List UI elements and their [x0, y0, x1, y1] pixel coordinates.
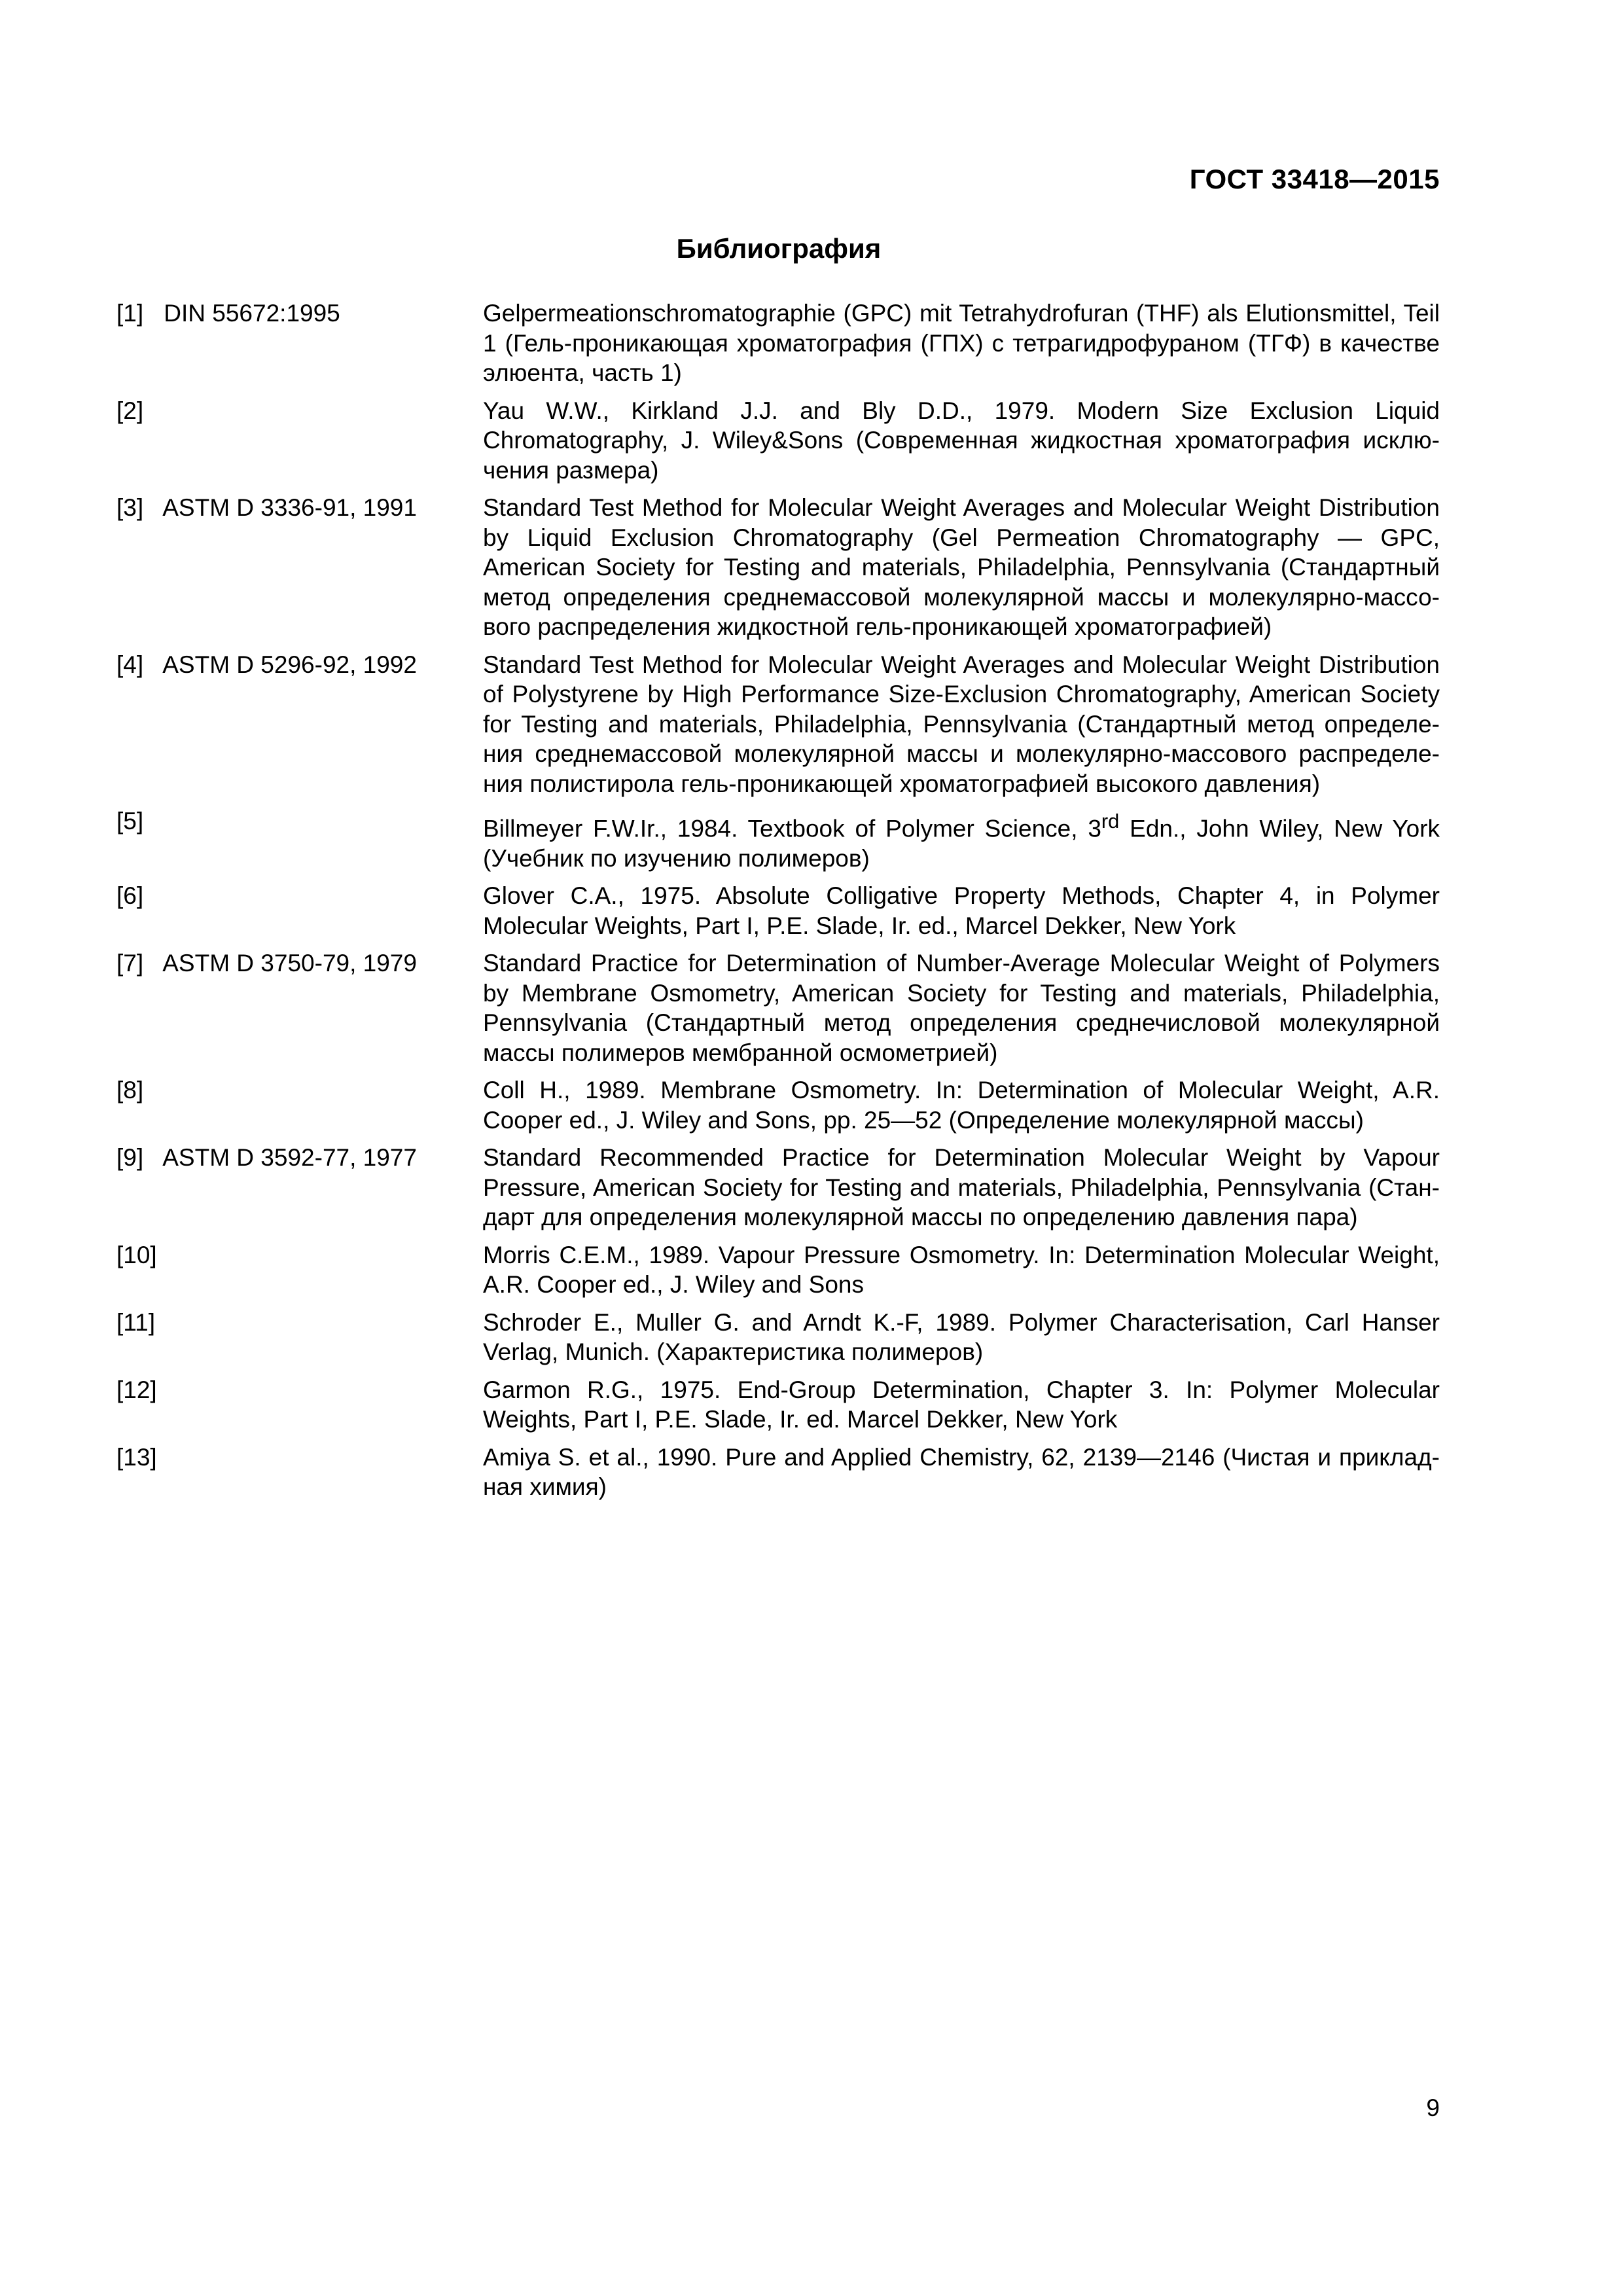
entry-reference	[116, 396, 483, 426]
page-number: 9	[1426, 2094, 1440, 2121]
bibliography-entry	[116, 1443, 1440, 1502]
entry-text: Schroder E., Muller G. and Arndt K.-F, 1989. Polymer Characterisation, Carl Hanser Verlag, Munich. (Характеристика полимеров)	[483, 1308, 1440, 1366]
entry-text: Glover C.A., 1975. Absolute Colligative Property Methods, Chapter 4, in Polymer Molecular Weights, Part I, P.E. Slade, Ir. ed., Marcel Dekker, New York	[483, 882, 1440, 939]
entry-reference	[116, 1240, 483, 1270]
entry-reference	[116, 1443, 483, 1473]
section-title: Библиография	[676, 233, 882, 264]
entry-text	[483, 806, 1440, 873]
bibliography-entry	[116, 493, 1440, 642]
entry-reference	[116, 650, 483, 680]
entry-text: Morris C.E.M., 1989. Vapour Pressure Osmometry. In: Determination Molecular Weight, A.R. Cooper ed., J. Wiley and Sons	[483, 1241, 1440, 1299]
ordinal-superscript: rd	[1101, 810, 1120, 833]
bibliography-entry	[116, 1375, 1440, 1435]
entry-reference	[116, 493, 483, 523]
bibliography-entry	[116, 1075, 1440, 1135]
entry-text-part: Billmeyer F.W.Ir., 1984. Textbook of Polymer Science, 3	[483, 815, 1101, 842]
entry-number: [12]	[116, 1376, 157, 1403]
entry-designation: ASTM D 3336-91, 1991	[162, 494, 417, 521]
entry-number: [11]	[116, 1308, 155, 1336]
entry-text: Garmon R.G., 1975. End-Group Determination, Chapter 3. In: Polymer Molecular Weights, Part I, P.E. Slade, Ir. ed. Marcel Dekker, New York	[483, 1376, 1440, 1433]
entry-number: [3]	[116, 494, 144, 521]
entry-text: Standard Practice for Determination of Number-Average Molecular Weight of Polymers by Membrane Osmometry, American Society for Testing and materials, Philadelphia, Pennsylvania (Стандартный метод определения среднечисловой молекулярной массы полимеров мембранной осмометрией)	[483, 950, 1440, 1066]
entry-designation: ASTM D 3592-77, 1977	[162, 1144, 417, 1172]
entry-text: Coll H., 1989. Membrane Osmometry. In: Determination of Molecular Weight, A.R. Cooper ed., J. Wiley and Sons, pp. 25—52 (Определение молекулярной массы)	[483, 1077, 1440, 1134]
entry-designation: ASTM D 5296-92, 1992	[162, 651, 417, 678]
bibliography-entry	[116, 650, 1440, 799]
entry-number: [9]	[116, 1144, 144, 1172]
entry-number: [8]	[116, 1077, 144, 1104]
entry-number: [5]	[116, 808, 144, 834]
entry-text: Amiya S. et al., 1990. Pure and Applied Chemistry, 62, 2139—2146 (Чистая и прикладная химия)	[483, 1443, 1440, 1501]
bibliography-entry	[116, 948, 1440, 1067]
bibliography-entry	[116, 396, 1440, 486]
bibliography-entry	[116, 881, 1440, 941]
entry-number: [7]	[116, 950, 144, 977]
entry-designation: ASTM D 3750-79, 1979	[162, 950, 417, 977]
entry-number: [2]	[116, 397, 144, 424]
bibliography-list	[116, 298, 1440, 1510]
entry-text: Yau W.W., Kirkland J.J. and Bly D.D., 1979. Modern Size Exclusion Liquid Chromatography, J. Wiley&Sons (Современная жидкостная хроматография исключения размера)	[483, 397, 1440, 484]
entry-reference	[116, 1143, 483, 1173]
entry-number: [10]	[116, 1241, 157, 1268]
bibliography-entry	[116, 1143, 1440, 1232]
entry-text: Standard Test Method for Molecular Weight Averages and Molecular Weight Distribution by Liquid Exclusion Chromatography (Gel Permeation Chromatography — GPC, American Society for Testing and materials, Philadelphia, Pennsylvania (Стандартный метод определения среднемассовой молекулярной массы и молекулярно-массового распределения жидкостной гель-проникающей хроматографией)	[483, 494, 1440, 640]
entry-text: Standard Recommended Practice for Determination Molecular Weight by Vapour Pressure, American Society for Testing and materials, Philadelphia, Pennsylvania (Стандарт для определения молекулярной массы по определению давления пара)	[483, 1144, 1440, 1231]
bibliography-entry	[116, 298, 1440, 388]
entry-reference	[116, 806, 483, 836]
entry-text-part: Edn., John Wiley, New York (Учебник по изучению полимеров)	[483, 815, 1440, 872]
bibliography-entry	[116, 1308, 1440, 1367]
entry-reference	[116, 298, 483, 329]
entry-reference	[116, 881, 483, 911]
entry-designation: DIN 55672:1995	[164, 300, 340, 327]
bibliography-entry	[116, 1240, 1440, 1300]
entry-reference	[116, 1308, 483, 1338]
entry-text: Gelpermeationschromatographie (GPC) mit Tetrahydrofuran (THF) als Elutionsmittel, Teil 1 (Гель-проникающая хроматография (ГПХ) с тетрагидрофураном (ТГФ) в качестве элюента, часть 1)	[483, 300, 1440, 386]
entry-number: [1]	[116, 300, 144, 327]
entry-reference	[116, 1375, 483, 1405]
entry-number: [4]	[116, 651, 144, 678]
entry-reference	[116, 948, 483, 978]
entry-number: [13]	[116, 1443, 157, 1471]
bibliography-entry	[116, 806, 1440, 873]
entry-text: Standard Test Method for Molecular Weight Averages and Molecular Weight Distribution of Polystyrene by High Performance Size-Exclusion Chromatography, American Society for Testing and materials, Philadelphia, Pennsylvania (Стандартный метод определения среднемассовой молекулярной массы и молекулярно-массового распределения полистирола гель-проникающей хроматографией высокого давления)	[483, 651, 1440, 797]
document-number: ГОСТ 33418—2015	[1189, 164, 1440, 194]
entry-reference	[116, 1075, 483, 1105]
entry-number: [6]	[116, 882, 144, 910]
